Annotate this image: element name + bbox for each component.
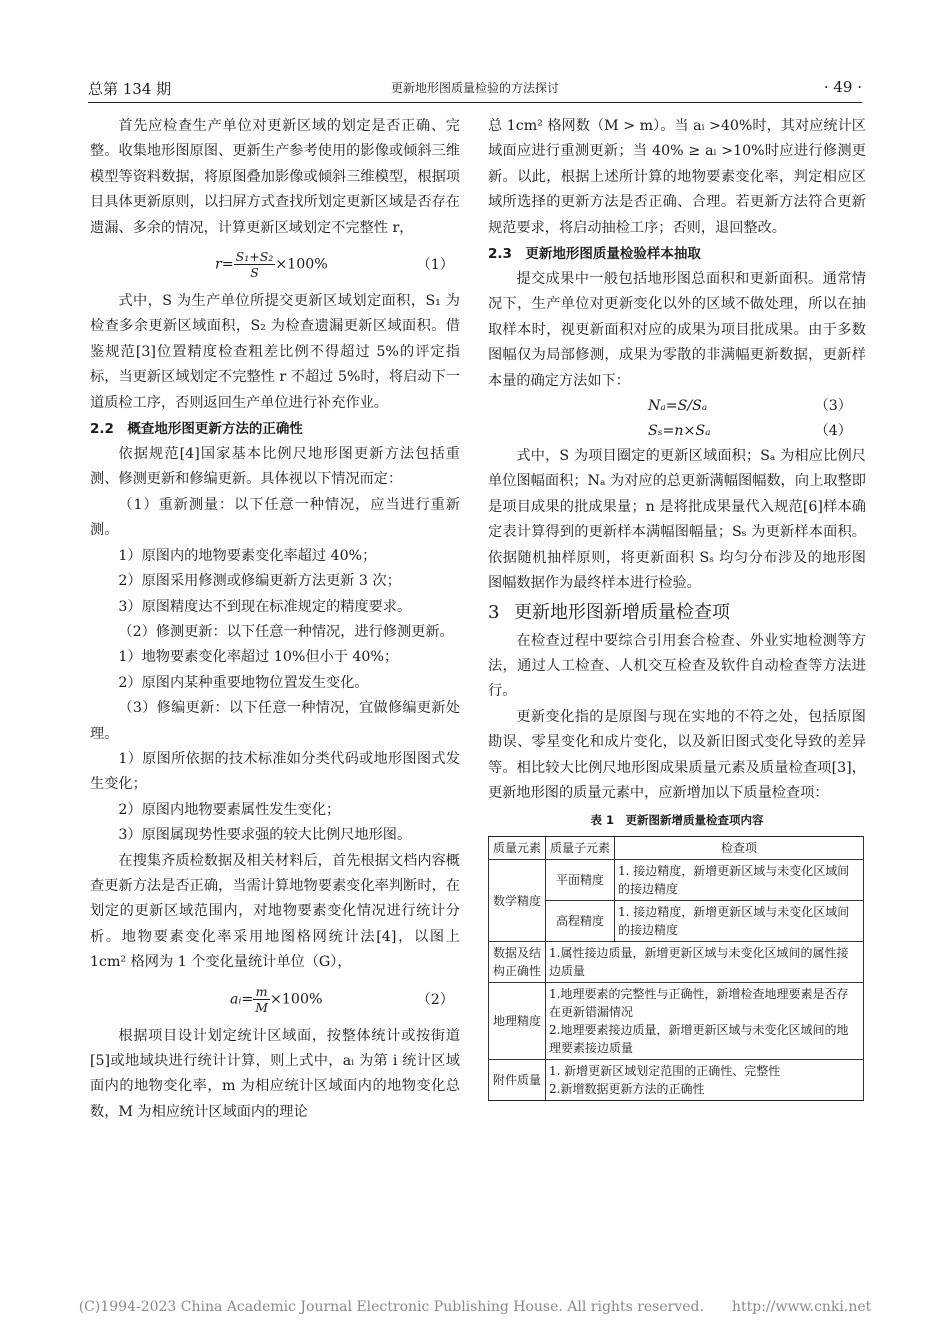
paragraph: 式中，S 为生产单位所提交更新区域划定面积，S₁ 为检查多余更新区域面积，S₂ 为检查遗漏更新区域面积。借鉴规范[3]位置精度检查粗差比例不得超过 5%的评定指标，当更新区域划定不完整性 r 不超过 5%时，将启动下一道质检工序，否则返回生产单位进行补充作业。 (90, 293, 460, 411)
fraction (253, 984, 270, 1015)
table-cell: 1. 接边精度，新增更新区域与未变化区域间的接边精度 (615, 901, 864, 942)
running-title: 更新地形图质量检验的方法探讨 (390, 81, 559, 95)
list-item: 2）原图采用修测或修编更新方法更新 3 次； (118, 573, 401, 590)
left-column (90, 114, 460, 1125)
table-row (489, 983, 864, 1060)
equation-number: （1） (416, 257, 454, 274)
table-cell: 平面精度 (546, 860, 615, 901)
equation-number: （3） (814, 398, 852, 415)
formula-1 (90, 243, 460, 287)
table-header-cell: 检查项 (615, 837, 864, 860)
equation-number: （4） (814, 423, 852, 440)
paragraph: 提交成果中一般包括地形图总面积和更新面积。通常情况下，生产单位对更新变化以外的区域不做处理，所以在抽取样本时，视更新面积对应的成果为项目批成果。由于多数图幅仅为局部修测，成果为零散的非满幅更新数据，更新样本量的确定方法如下： (488, 271, 866, 389)
list-item: 2）原图内某种重要地物位置发生变化。 (118, 674, 369, 691)
list-item: 2）原图内地物要素属性发生变化； (118, 801, 341, 818)
section-heading-3 (488, 599, 866, 627)
running-header (88, 76, 862, 102)
equation-number: （2） (416, 991, 454, 1008)
table-cell: 数据及结构正确性 (489, 942, 546, 983)
list-item: （2）修测更新：以下任意一种情况，进行修测更新。 (118, 623, 454, 640)
section-number: 3 (488, 601, 500, 623)
cell-line: 1.地理要素的完整性与正确性，新增检查地理要素是否存在更新错漏情况 (549, 987, 849, 1020)
paragraph: 更新变化指的是原图与现在实地的不符之处，包括原图勘误、零星变化和成片变化，以及新旧图式变化导致的差异等。相比较大比例尺地形图成果质量元素及质量检查项[3]，更新地形图的质量元素中，应新增加以下质量检查项： (488, 708, 866, 801)
formula-3 (488, 394, 866, 419)
cell-line: 1. 新增更新区域划定范围的正确性、完整性 (549, 1064, 781, 1079)
list-item: （1）重新测量：以下任意一种情况，应当进行重新测。 (90, 496, 460, 539)
header-rule (88, 102, 862, 103)
list-item: 3）原图精度达不到现在标准规定的精度要求。 (118, 598, 412, 615)
page-number: · 49 · (823, 78, 862, 96)
table-cell: 附件质量 (489, 1060, 546, 1101)
denominator: S (250, 265, 259, 281)
section-heading-2-3: 2.3 更新地形图质量检验样本抽取 (488, 246, 701, 263)
table-row (489, 860, 864, 901)
cell-line: 2.新增数据更新方法的正确性 (549, 1082, 705, 1097)
list-item: 1）原图所依据的技术标准如分类代码或地形图图式发生变化； (90, 750, 460, 793)
numerator: S₁+S₂ (235, 249, 274, 265)
paragraph: 总 1cm² 格网数（M > m）。当 aᵢ >40%时，其对应统计区域面应进行重测更新；当 40% ≥ aᵢ >10%时应进行修测更新。以此，根据上述所计算的地物要素变化率，判定相应区域所选择的更新方法是否正确、合理。若更新方法符合更新规范要求，将启动抽检工序；否则，退回整改。 (488, 118, 866, 236)
formula-lhs: r= (215, 256, 234, 273)
table-cell: 1. 接边精度，新增更新区域与未变化区域间的接边精度 (615, 860, 864, 901)
list-item: （3）修编更新：以下任意一种情况，宜做修编更新处理。 (90, 700, 460, 742)
paragraph: 式中，S 为项目圈定的更新区域面积；Sₐ 为相应比例尺单位图幅面积；Nₐ 为对应的总更新满幅图幅数，向上取整即是项目成果的批成果量；n 是将批成果量代入规范[6]样本确定表计算得到的更新样本满幅图幅量；Sₛ 为更新样本面积。依据随机抽样原则，将更新面积 Sₛ 均匀分布涉及的地形图图幅数据作为最终样本进行检验。 (488, 448, 866, 592)
table-cell: 高程精度 (546, 901, 615, 942)
table-cell: 1.属性接边质量，新增更新区域与未变化区域间的属性接边质量 (546, 942, 864, 983)
formula-lhs: aᵢ= (230, 991, 254, 1008)
section-title: 更新地形图新增质量检查项 (514, 601, 730, 623)
numerator: m (253, 984, 270, 1000)
formula-rhs: ×100% (275, 256, 328, 273)
paragraph: 依据规范[4]国家基本比例尺地形图更新方法包括重测、修测更新和修编更新。具体视以下情况而定： (90, 446, 460, 488)
formula-4 (488, 419, 866, 444)
denominator: M (255, 999, 269, 1015)
issue-number: 总第 134 期 (88, 80, 172, 98)
formula-2 (90, 978, 460, 1022)
cell-line: 2.地理要素接边质量，新增更新区域与未变化区域间的地理要素接边质量 (549, 1023, 849, 1056)
right-column (488, 114, 866, 1101)
section-heading-2-2: 2.2 概查地形图更新方法的正确性 (90, 421, 303, 438)
table-cell (546, 1060, 864, 1101)
paragraph: 根据项目设计划定统计区域面，按整体统计或按街道[5]或地域块进行统计计算，则上式中，aᵢ 为第 i 统计区域面内的地物变化率，m 为相应统计区域面内的地物变化总数，M 为相应统计区域面内的理论 (90, 1027, 460, 1120)
table-row (489, 1060, 864, 1101)
formula-expression: Nₐ=S/Sₐ (648, 398, 708, 415)
table-header-cell: 质量元素 (489, 837, 546, 860)
table-row (489, 942, 864, 983)
paragraph: 首先应检查生产单位对更新区域的划定是否正确、完整。收集地形图原图、更新生产参考使用的影像或倾斜三维模型等资料数据，将原图叠加影像或倾斜三维模型，根据项目具体更新原则，以扫屏方式查找所划定更新区域是否存在遗漏、多余的情况，计算更新区域划定不完整性 r， (90, 118, 460, 236)
list-item: 1）地物要素变化率超过 10%但小于 40%； (118, 649, 399, 666)
fraction (234, 249, 276, 280)
list-item: 3）原图属现势性要求强的较大比例尺地形图。 (118, 827, 412, 844)
table-header-cell: 质量子元素 (546, 837, 615, 860)
paragraph: 在搜集齐质检数据及相关材料后，首先根据文档内容概查更新方法是否正确，当需计算地物要素变化率判断时，在划定的更新区域范围内，对地物要素变化情况进行统计分析。地物要素变化率采用地图格网统计法[4]，以图上 1cm² 格网为 1 个变化量统计单位（G）， (90, 852, 460, 971)
table-cell (546, 983, 864, 1060)
table-row (489, 901, 864, 942)
table-cell: 数学精度 (489, 860, 546, 942)
table-cell: 地理精度 (489, 983, 546, 1060)
table-header-row (489, 837, 864, 860)
copyright-footer: (C)1994-2023 China Academic Journal Electronic Publishing House. All rights reserved. http://www.cnki.net (78, 1299, 872, 1315)
table-caption: 表 1 更新图新增质量检查项内容 (590, 813, 764, 828)
quality-check-table (488, 836, 864, 1101)
list-item: 1）原图内的地物要素变化率超过 40%； (118, 547, 377, 564)
formula-rhs: ×100% (270, 991, 323, 1008)
formula-expression: Sₛ=n×Sₐ (648, 423, 711, 440)
paragraph: 在检查过程中要综合引用套合检查、外业实地检测等方法，通过人工检查、人机交互检查及软件自动检查等方法进行。 (488, 632, 866, 700)
